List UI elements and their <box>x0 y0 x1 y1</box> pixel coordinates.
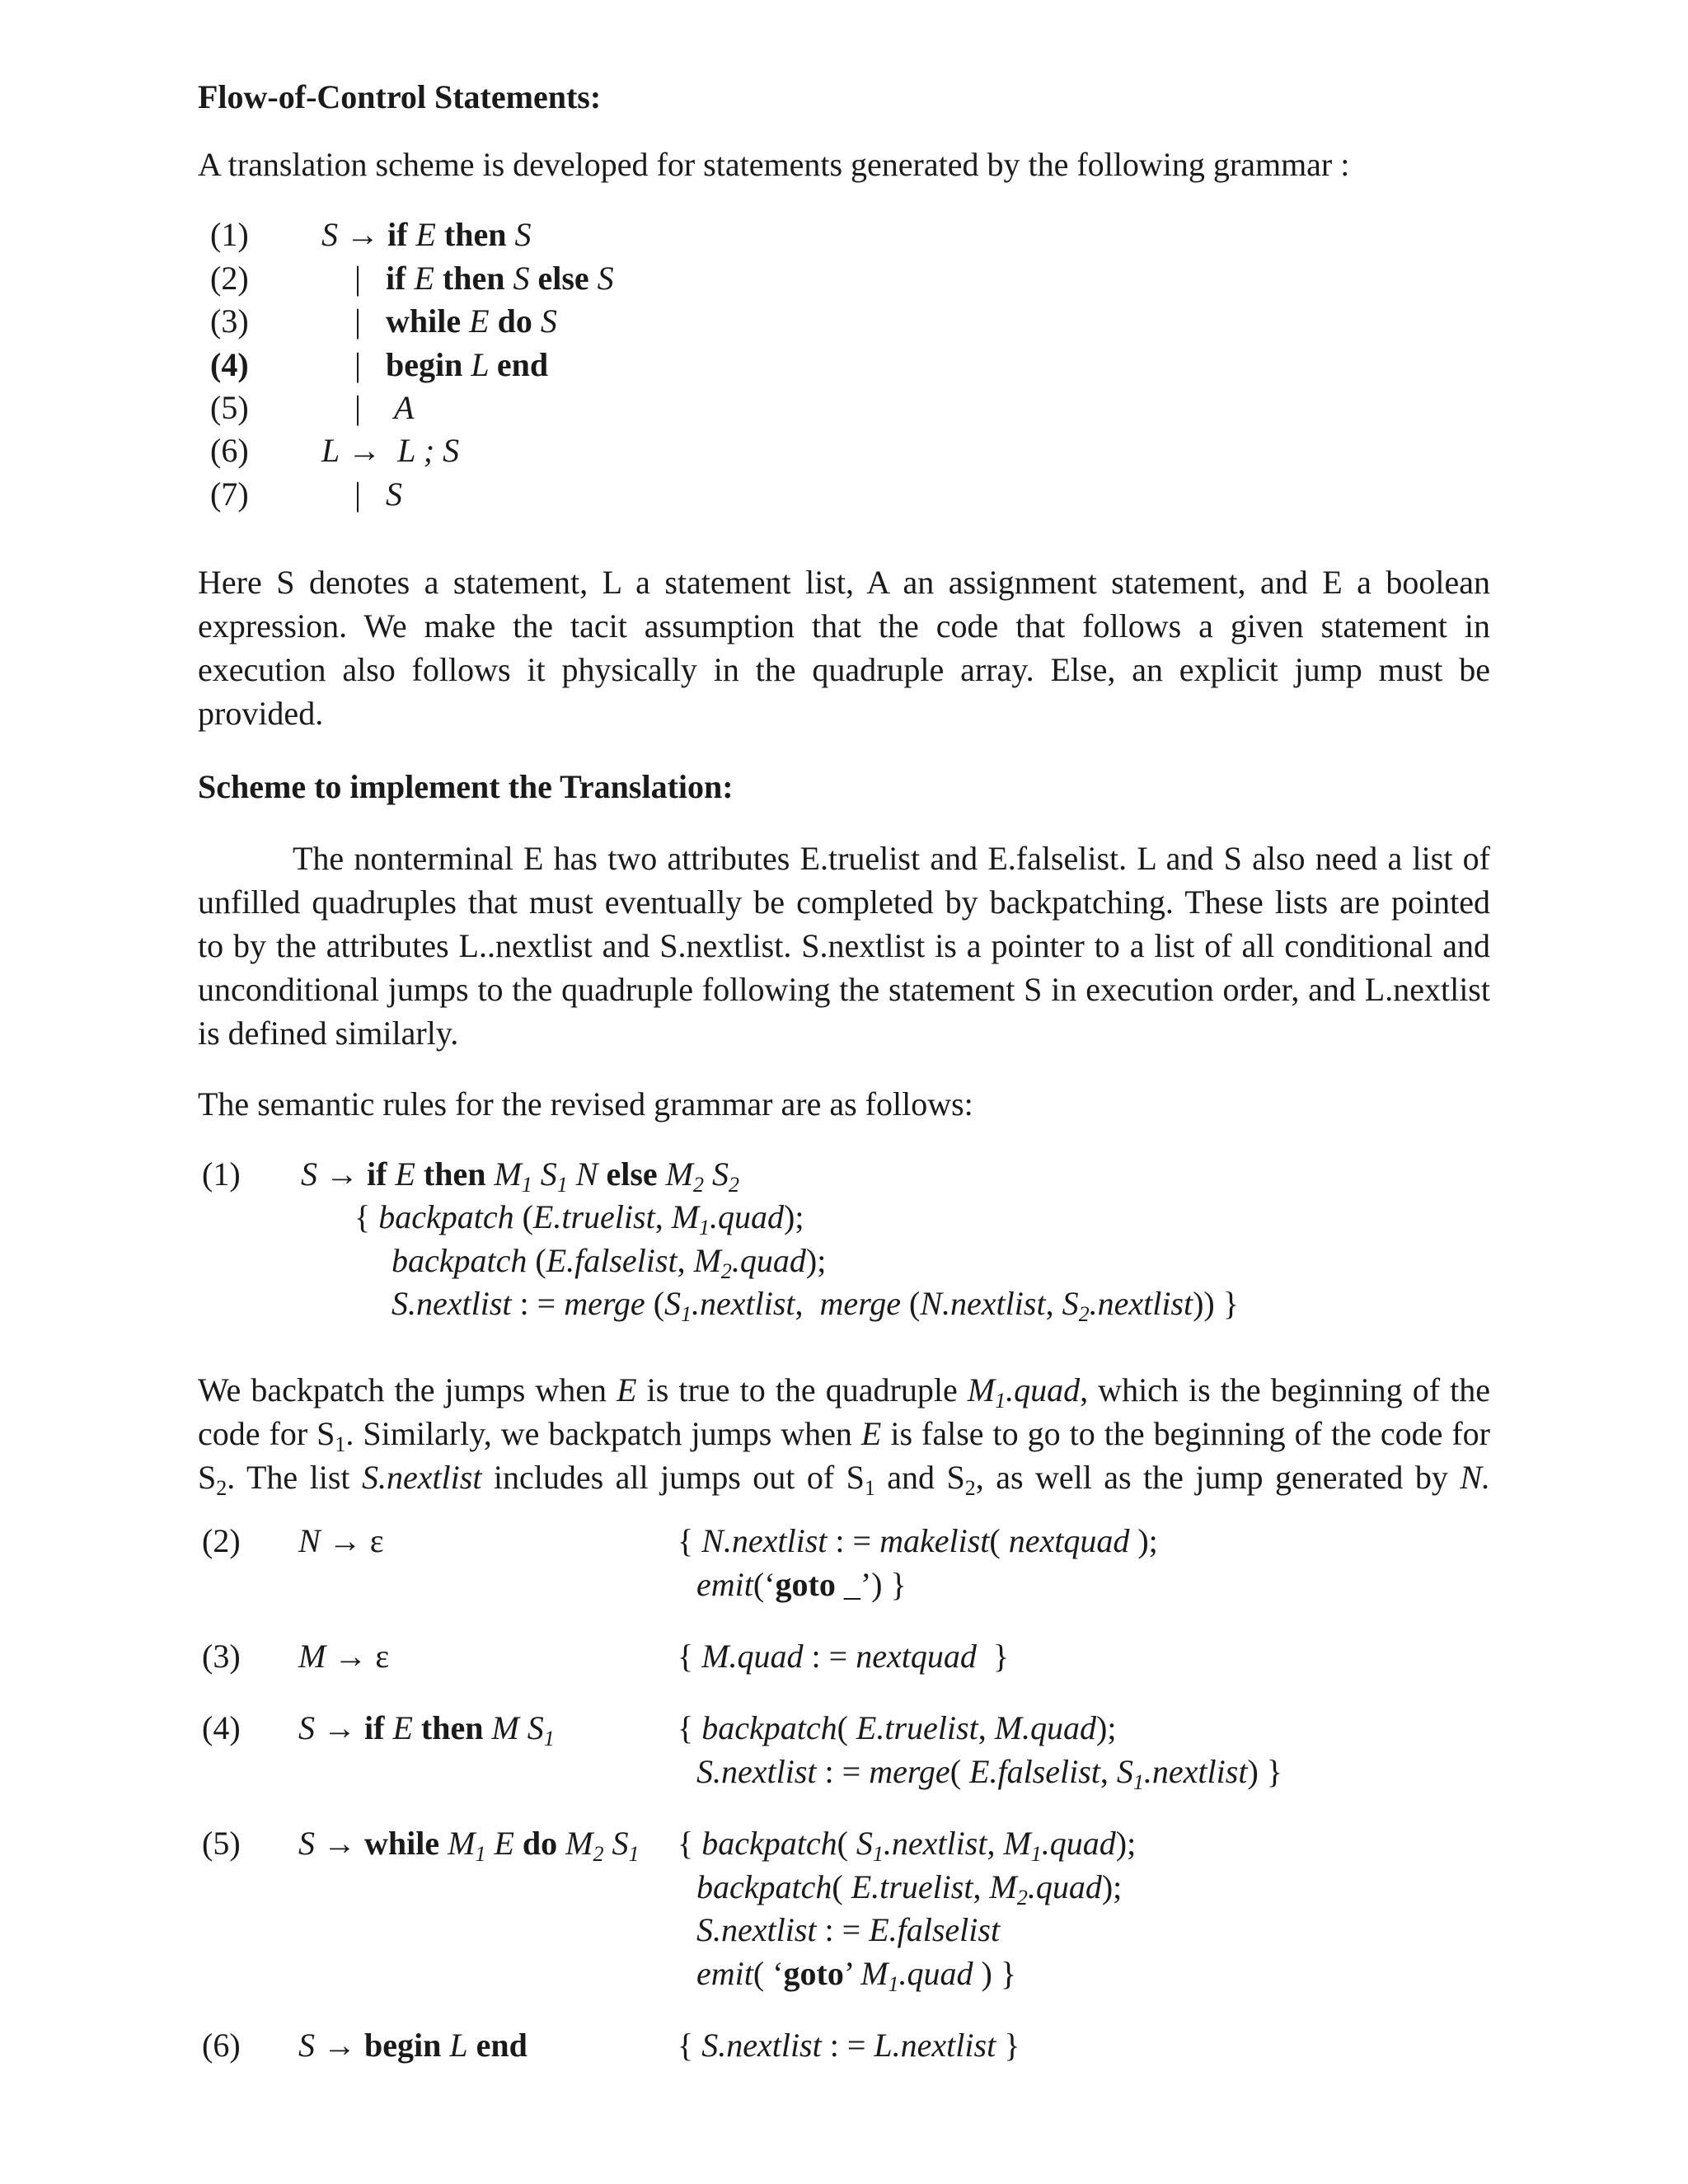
rule-5-number: (5) <box>202 1825 241 1862</box>
paragraph-attributes <box>198 837 1490 1055</box>
rule-5-action-4: emit( ‘goto’ $M_1.quad$ ) } <box>696 1955 1017 1996</box>
rule-2-action-2: emit(‘goto _’) } <box>696 1566 907 1603</box>
para-line: unconditional jumps to the quadruple following the statement S in execution order, and L.nextlist <box>198 971 1490 1008</box>
rule-2-production: N → ε <box>298 1522 384 1559</box>
para-line: The nonterminal E has two attributes E.truelist and E.falselist. L and S also need a list of <box>293 840 1490 877</box>
grammar-rule-number: (3) <box>210 302 249 340</box>
paragraph-definitions <box>198 560 1490 735</box>
rule-6-production: S → begin L end <box>298 2027 528 2064</box>
intro-text: A translation scheme is developed for statements generated by the following grammar : <box>198 146 1350 183</box>
rule-1-action-2: backpatch (E.falselist, $M_2.quad$); <box>392 1242 827 1283</box>
rule-4-production: S → if E then M $S_1$ <box>298 1709 555 1750</box>
rule-5-production: S → while $M_1$ E do $M_2$ $S_1$ <box>298 1825 640 1866</box>
rule-3-action-1: { M.quad : = nextquad } <box>678 1638 1010 1675</box>
para-line: We backpatch the jumps when E is true to the quadruple $M_1.quad$, which is the beginning of the <box>198 1371 1491 1413</box>
rule-6-number: (6) <box>202 2027 241 2064</box>
grammar-rule-number: (4) <box>210 346 249 383</box>
grammar-rule-number: (1) <box>210 216 249 253</box>
grammar-production: L → L ; S <box>321 432 460 469</box>
rule-6-action-1: { S.nextlist : = L.nextlist } <box>678 2027 1020 2064</box>
rule-4-action-2: S.nextlist : = merge( E.falselist, $S_1.nextlist$) } <box>696 1753 1282 1794</box>
rule-1-number: (1) <box>202 1155 241 1193</box>
para-line: to by the attributes L..nextlist and S.nextlist. S.nextlist is a pointer to a list of all conditional and <box>198 927 1490 964</box>
heading-flow-of-control: Flow-of-Control Statements: <box>198 78 602 115</box>
grammar-production: | S <box>354 476 403 513</box>
para-line: unfilled quadruples that must eventually be completed by backpatching. These lists are pointed <box>198 883 1490 921</box>
rule-2-number: (2) <box>202 1522 241 1559</box>
grammar-rule-number: (2) <box>210 260 249 297</box>
heading-scheme: Scheme to implement the Translation: <box>198 768 734 805</box>
para-line: Here S denotes a statement, L a statement list, A an assignment statement, and E a boolean <box>198 564 1490 601</box>
rule-5-action-3: S.nextlist : = E.falselist <box>696 1911 1001 1948</box>
grammar-production: S → if E then S <box>321 216 532 253</box>
para-line: $S_2$. The list S.nextlist includes all jumps out of $S_1$ and $S_2$, as well as the jump generated by N. <box>198 1459 1490 1500</box>
rule-4-action-1: { backpatch( E.truelist, M.quad); <box>678 1709 1117 1746</box>
grammar-production: | begin L end <box>354 346 549 383</box>
rule-5-action-2: backpatch( E.truelist, $M_2.quad$); <box>696 1868 1123 1910</box>
para-line: provided. <box>198 695 324 732</box>
para-line: execution also follows it physically in the quadruple array. Else, an explicit jump must be <box>198 651 1490 688</box>
semantic-rules-intro: The semantic rules for the revised grammar are as follows: <box>198 1085 973 1122</box>
rule-1-production: S → if E then $M_1$ $S_1$ N else $M_2$ $S_2$ <box>301 1155 739 1197</box>
rule-2-action-1: { N.nextlist : = makelist( nextquad ); <box>678 1522 1158 1559</box>
grammar-rule-number: (7) <box>210 476 249 513</box>
rule-3-production: M → ε <box>298 1638 390 1675</box>
rule-1-action-1: { backpatch (E.truelist, $M_1.quad$); <box>354 1198 804 1240</box>
grammar-production: | if E then S else S <box>354 260 614 297</box>
rule-3-number: (3) <box>202 1638 241 1675</box>
para-line: code for $S_1$. Similarly, we backpatch jumps when E is false to go to the beginning of the code for <box>198 1415 1490 1456</box>
grammar-production: | A <box>354 389 415 426</box>
rule-4-number: (4) <box>202 1709 241 1746</box>
grammar-rule-number: (5) <box>210 389 249 426</box>
paragraph-backpatch-explanation <box>198 1368 1490 1499</box>
rule-1-action-3: S.nextlist : = merge ($S_1.nextlist$, merge (N.nextlist, $S_2.nextlist$)) } <box>392 1285 1239 1326</box>
para-line: expression. We make the tacit assumption that the code that follows a given statement in <box>198 607 1490 644</box>
grammar-production: | while E do S <box>354 302 557 340</box>
para-line: is defined similarly. <box>198 1015 459 1052</box>
grammar-rule-number: (6) <box>210 432 249 469</box>
rule-5-action-1: { backpatch( $S_1.nextlist$, $M_1.quad$); <box>678 1825 1137 1866</box>
